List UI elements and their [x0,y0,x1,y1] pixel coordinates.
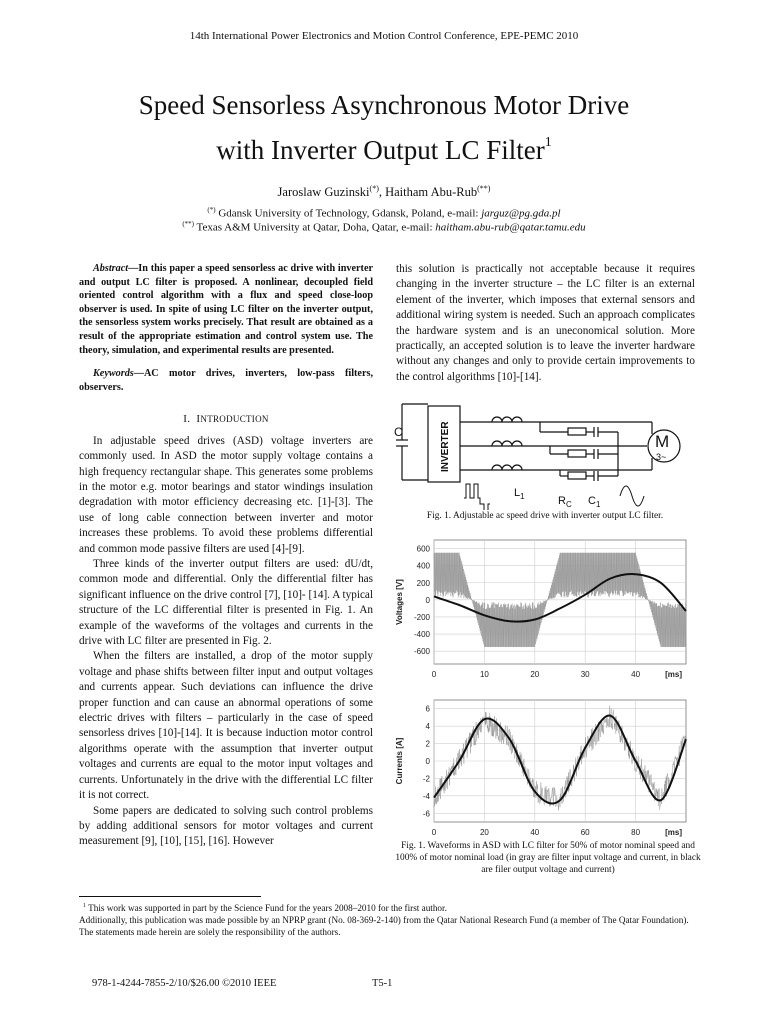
keywords-lead: Keywords [93,368,134,380]
author-separator: , [378,185,386,200]
current-chart [388,692,698,842]
y-tick-label: 0 [425,757,430,766]
left-column [79,262,373,850]
y-tick-label: -600 [413,647,430,657]
section-title-rest: NTRODUCTION [200,414,269,425]
y-tick-label: 200 [416,578,430,588]
author-2: Haitham Abu-Rub [385,185,478,200]
y-tick-label: 600 [416,544,430,554]
y-tick-label: 4 [425,722,430,732]
label-inverter: INVERTER [440,421,451,472]
affiliation-2-email: haitham.abu-rub@qatar.tamu.edu [435,221,586,234]
fig2-caption: Fig. 1. Waveforms in ASD with LC filter for 50% of motor nominal speed and 100% of motor nominal load (in gray are filter input voltage and current, in black are filer output voltage and current) [395,841,701,876]
label-rc: $R_C$ [558,495,572,509]
label-phases: 3~ [656,452,667,462]
keywords-text: —AC motor drives, inverters, low-pass filters, observers. [79,368,373,393]
keywords [79,367,373,394]
title-line-2: with Inverter Output LC Filter [216,135,545,165]
y-tick-label: -2 [422,774,430,784]
footer-page-number: T5-1 [372,978,393,989]
x-tick-label: 0 [431,828,437,837]
abstract-lead: Abstract [93,263,129,274]
y-tick-label: 0 [425,595,430,605]
x-tick-label: 40 [631,670,641,679]
y-tick-label: -4 [422,791,430,801]
title-footnote-mark: 1 [544,135,552,150]
y-axis-label: Currents [A] [395,737,404,785]
footer-isbn: 978-1-4244-7855-2/10/$26.00 ©2010 IEEE [92,978,277,989]
right-column-text [396,262,695,385]
x-tick-label: 40 [530,828,540,837]
label-l1: $L_1$ [514,487,525,501]
affiliation-2-text: Texas A&M University at Qatar, Doha, Qatar, e-mail: [193,221,436,234]
footnote-line-1 [79,900,697,914]
footnote-line-2: Additionally, this publication was made possible by an NPRP grant (No. 08-369-2-140) from the Qatar National Research Fund (a member of The Qatar Foundation). The statements made herein are solely the responsibility of the authors. [79,915,689,938]
y-tick-label: -200 [413,612,430,622]
body-paragraph: Some papers are dedicated to solving such control problems by adding additional sensors for motor voltages and current measurement [9], [10], [15], [16]. However [79,804,373,848]
x-unit-label: [ms] [665,670,682,679]
affiliation-1-email: jarguz@pg.gda.pl [481,207,561,220]
body-paragraph: In adjustable speed drives (ASD) voltage inverters are commonly used. In ASD the motor supply voltage contains a high frequency rectangular shape. This generates some problems in the motor e.g. motor bearings and stator windings insulation degradation with motor efficiency decreasing etc. [1]-[3]. The use of long cable connection between inverter and motor increases these problems. To avoid these problems differential and common mode passive filters are used [4]-[9]. [79,434,373,555]
fig1-circuit-diagram [392,400,702,510]
affiliation-1-text: Gdansk University of Technology, Gdansk, Poland, e-mail: [215,207,482,220]
abstract-text: —In this paper a speed sensorless ac drive with inverter and output LC filter is proposed. A nonlinear, decoupled field oriented control algorithm with a flux and speed close-loop observer is used. In spite of using LC filter on the inverter output, the sensorless system works precisely. That result are obtained as a result of the appropriate estimation and control system use. The theory, simulation, and experimental results are presented. [79,263,373,356]
affiliation-1 [0,206,768,220]
section-number: I. [183,413,191,426]
x-tick-label: 0 [431,670,437,679]
y-tick-label: 400 [416,561,430,571]
y-tick-label: -6 [422,809,430,819]
author-1: Jaroslaw Guzinski [277,185,370,200]
affiliation-2-mark: (**) [182,220,194,228]
body-paragraph: When the filters are installed, a drop of the motor supply voltage and phase shifts between filter input and output voltages and currents appear. Such deviations can influence the drive proper function and can cause an abnormal operations of some electric drives with filters – particularly in the case of speed sensorless drives [10]-[14]. It is because induction motor control algorithms operate with the assumption that inverter output voltages and currents are equal to the motor input voltages and currents. Unfortunately in the drive with the differential LC filter it is not correct. [79,650,373,802]
label-c1: $C_1$ [588,495,601,509]
footnote-line-1-text: This work was supported in part by the Science Fund for the years 2008–2010 for the first author. [86,903,447,914]
footnote-mark: 1 [83,903,86,909]
fig1-caption: Fig. 1. Adjustable ac speed drive with inverter output LC filter. [426,511,664,521]
x-tick-label: 80 [631,828,641,837]
y-tick-label: 2 [425,739,430,749]
section-heading-introduction [79,412,373,427]
x-tick-label: 20 [479,828,489,837]
body-paragraph: this solution is practically not acceptable because it requires changing in the inverter structure – the LC filter is an external element of the inverter, which imposes that external sensors and additional wiring system is needed. Such an approach complicates the hardware system and is an uneconomical solution. More practically, an accepted solution is to leave the inverter hardware without any changes and only to provide certain improvements to the control algorithms [10]-[14]. [396,263,695,383]
affiliation-1-mark: (*) [207,206,216,214]
footnote-rule [79,896,261,897]
section-title-initial: I [196,413,201,426]
affiliation-2 [0,220,768,234]
y-tick-label: 6 [425,704,430,714]
author-list [0,184,768,200]
x-tick-label: 60 [580,828,590,837]
x-tick-label: 20 [530,670,540,679]
x-tick-label: 10 [479,670,489,679]
title-line-1: Speed Sensorless Asynchronous Motor Drive [138,90,630,120]
footnote [79,900,697,939]
label-motor: M [655,432,670,451]
x-tick-label: 30 [580,670,590,679]
y-tick-label: -400 [413,630,430,640]
paper-title [60,86,708,169]
abstract [79,262,373,357]
y-axis-label: Voltages [V] [395,579,404,625]
body-paragraph: Three kinds of the inverter output filters are used: dU/dt, common mode and differential. Only the differential filter has significant influence on the drive control [7], [10]- [14]. A typical structure of the LC differential filter is presented in Fig. 1. An example of the waveforms of the voltages and currents in the drive with LC filter are presented in Fig. 2. [79,558,373,648]
voltage-chart [388,532,698,692]
conference-header: 14th International Power Electronics and Motion Control Conference, EPE-PEMC 2010 [189,30,579,42]
author-2-mark: (**) [477,184,491,193]
x-unit-label: [ms] [665,828,682,837]
label-c: C [394,425,403,439]
author-1-mark: (*) [369,184,379,193]
